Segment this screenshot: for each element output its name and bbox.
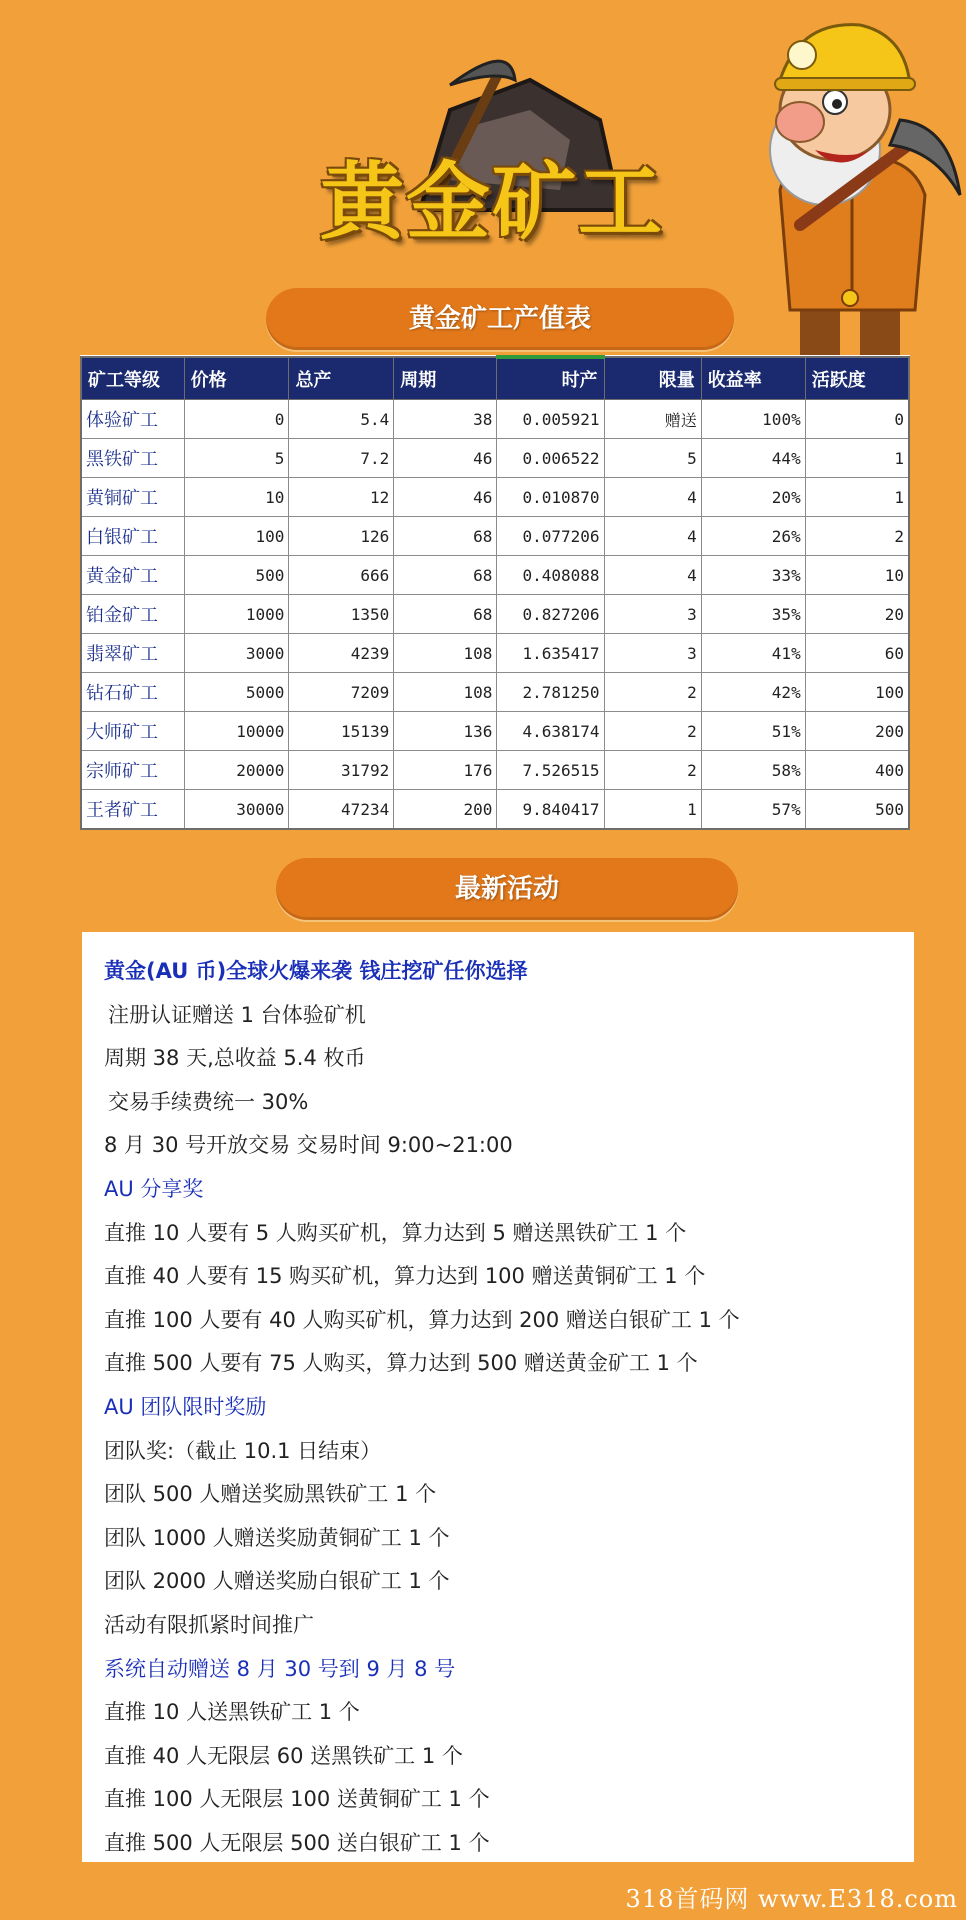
table-cell: 200 <box>805 712 909 751</box>
table-row <box>81 400 909 439</box>
table-cell: 68 <box>394 595 497 634</box>
miner-level-cell: 钻石矿工 <box>81 673 184 712</box>
miner-level-cell: 铂金矿工 <box>81 595 184 634</box>
activities-section-title: 最新活动 <box>276 858 738 920</box>
table-cell: 7.526515 <box>497 751 604 790</box>
table-cell: 100 <box>805 673 909 712</box>
activity-line: 系统自动赠送 8 月 30 号到 9 月 8 号 <box>104 1656 456 1681</box>
table-cell: 10 <box>184 478 289 517</box>
col-header-price: 价格 <box>184 357 289 400</box>
table-row <box>81 478 909 517</box>
table-cell: 200 <box>394 790 497 830</box>
activity-line: AU 团队限时奖励 <box>104 1394 267 1419</box>
table-cell: 176 <box>394 751 497 790</box>
table-cell: 2 <box>604 673 701 712</box>
table-cell: 0 <box>805 400 909 439</box>
table-cell: 2 <box>805 517 909 556</box>
table-cell: 46 <box>394 439 497 478</box>
table-cell: 2 <box>604 712 701 751</box>
table-cell: 9.840417 <box>497 790 604 830</box>
activity-line: 直推 500 人要有 75 人购买，算力达到 500 赠送黄金矿工 1 个 <box>104 1351 698 1376</box>
table-cell: 20000 <box>184 751 289 790</box>
miner-level-cell: 宗师矿工 <box>81 751 184 790</box>
table-cell: 38 <box>394 400 497 439</box>
activity-line: 团队 500 人赠送奖励黑铁矿工 1 个 <box>104 1482 437 1507</box>
activity-line: 直推 10 人要有 5 人购买矿机，算力达到 5 赠送黑铁矿工 1 个 <box>104 1220 687 1245</box>
table-cell: 1 <box>805 439 909 478</box>
table-cell: 126 <box>289 517 394 556</box>
table-cell: 60 <box>805 634 909 673</box>
watermark: 318首码网 www.E318.com <box>625 1885 958 1913</box>
table-cell: 500 <box>184 556 289 595</box>
table-cell: 0.827206 <box>497 595 604 634</box>
miner-level-cell: 翡翠矿工 <box>81 634 184 673</box>
table-cell: 3 <box>604 595 701 634</box>
table-cell: 68 <box>394 556 497 595</box>
table-cell: 57% <box>701 790 805 830</box>
table-cell: 100% <box>701 400 805 439</box>
table-cell: 0 <box>184 400 289 439</box>
activity-line: 黄金(AU 币)全球火爆来袭 钱庄挖矿任你选择 <box>104 959 528 983</box>
activity-line: 注册认证赠送 1 台体验矿机 <box>108 1002 366 1027</box>
activity-line: 团队 2000 人赠送奖励白银矿工 1 个 <box>104 1569 450 1594</box>
table-cell: 42% <box>701 673 805 712</box>
table-cell: 1000 <box>184 595 289 634</box>
col-header-activity: 活跃度 <box>805 357 909 400</box>
col-header-yield: 收益率 <box>701 357 805 400</box>
miner-level-cell: 黄铜矿工 <box>81 478 184 517</box>
miner-level-cell: 黑铁矿工 <box>81 439 184 478</box>
table-row <box>81 439 909 478</box>
table-cell: 400 <box>805 751 909 790</box>
col-header-cycle: 周期 <box>394 357 497 400</box>
table-cell: 47234 <box>289 790 394 830</box>
activity-line: 直推 500 人无限层 500 送白银矿工 1 个 <box>104 1830 490 1855</box>
col-header-hourly: 时产 <box>497 357 604 400</box>
activity-line: 团队 1000 人赠送奖励黄铜矿工 1 个 <box>104 1525 450 1550</box>
activity-line: 活动有限抓紧时间推广 <box>104 1612 314 1637</box>
table-row <box>81 673 909 712</box>
table-cell: 5 <box>184 439 289 478</box>
activity-line: AU 分享奖 <box>104 1176 204 1201</box>
table-cell: 30000 <box>184 790 289 830</box>
activity-line: 直推 100 人无限层 100 送黄铜矿工 1 个 <box>104 1787 490 1812</box>
table-row <box>81 595 909 634</box>
table-cell: 10 <box>805 556 909 595</box>
col-header-limit: 限量 <box>604 357 701 400</box>
table-cell: 4 <box>604 517 701 556</box>
activities-panel <box>82 932 914 1862</box>
table-cell: 33% <box>701 556 805 595</box>
table-cell: 0.077206 <box>497 517 604 556</box>
table-cell: 44% <box>701 439 805 478</box>
table-cell: 58% <box>701 751 805 790</box>
activity-line: 8 月 30 号开放交易 交易时间 9:00~21:00 <box>104 1133 513 1158</box>
table-cell: 2 <box>604 751 701 790</box>
activity-line: 团队奖:（截止 10.1 日结束） <box>104 1438 382 1463</box>
activity-line: 直推 10 人送黑铁矿工 1 个 <box>104 1700 360 1725</box>
table-cell: 35% <box>701 595 805 634</box>
table-cell: 4 <box>604 556 701 595</box>
table-row <box>81 634 909 673</box>
miner-level-cell: 黄金矿工 <box>81 556 184 595</box>
table-row <box>81 790 909 830</box>
table-cell: 7.2 <box>289 439 394 478</box>
miner-level-cell: 体验矿工 <box>81 400 184 439</box>
table-cell: 5 <box>604 439 701 478</box>
table-cell: 15139 <box>289 712 394 751</box>
table-cell: 68 <box>394 517 497 556</box>
table-cell: 4 <box>604 478 701 517</box>
table-cell: 20% <box>701 478 805 517</box>
miner-mascot-icon <box>740 10 966 355</box>
activity-line: 直推 100 人要有 40 人购买矿机，算力达到 200 赠送白银矿工 1 个 <box>104 1307 740 1332</box>
table-cell: 0.010870 <box>497 478 604 517</box>
table-cell: 4.638174 <box>497 712 604 751</box>
table-cell: 3 <box>604 634 701 673</box>
activity-line: 直推 40 人无限层 60 送黑铁矿工 1 个 <box>104 1743 463 1768</box>
col-header-level: 矿工等级 <box>81 357 184 400</box>
table-cell: 46 <box>394 478 497 517</box>
activity-line: 直推 40 人要有 15 购买矿机，算力达到 100 赠送黄铜矿工 1 个 <box>104 1264 706 1289</box>
miner-level-cell: 大师矿工 <box>81 712 184 751</box>
table-row <box>81 556 909 595</box>
table-cell: 108 <box>394 673 497 712</box>
table-cell: 20 <box>805 595 909 634</box>
table-cell: 5.4 <box>289 400 394 439</box>
production-table <box>80 355 910 830</box>
table-cell: 0.005921 <box>497 400 604 439</box>
table-cell: 500 <box>805 790 909 830</box>
table-cell: 1.635417 <box>497 634 604 673</box>
table-cell: 51% <box>701 712 805 751</box>
col-header-total: 总产 <box>289 357 394 400</box>
table-cell: 3000 <box>184 634 289 673</box>
logo-title: 黄金矿工 <box>320 153 665 251</box>
table-cell: 7209 <box>289 673 394 712</box>
table-cell: 100 <box>184 517 289 556</box>
table-cell: 41% <box>701 634 805 673</box>
table-cell: 1350 <box>289 595 394 634</box>
table-section-title: 黄金矿工产值表 <box>266 288 734 350</box>
table-cell: 2.781250 <box>497 673 604 712</box>
table-cell: 31792 <box>289 751 394 790</box>
table-cell: 26% <box>701 517 805 556</box>
table-cell: 1 <box>805 478 909 517</box>
table-cell: 10000 <box>184 712 289 751</box>
table-cell: 136 <box>394 712 497 751</box>
table-row <box>81 517 909 556</box>
activity-line: 交易手续费统一 30% <box>108 1089 309 1114</box>
table-row <box>81 712 909 751</box>
table-cell: 0.408088 <box>497 556 604 595</box>
table-cell: 12 <box>289 478 394 517</box>
table-cell: 5000 <box>184 673 289 712</box>
table-cell: 0.006522 <box>497 439 604 478</box>
miner-level-cell: 王者矿工 <box>81 790 184 830</box>
logo <box>300 40 720 250</box>
table-cell: 赠送 <box>604 400 701 439</box>
table-cell: 4239 <box>289 634 394 673</box>
table-header-row <box>81 357 909 400</box>
activity-line: 周期 38 天,总收益 5.4 枚币 <box>104 1046 366 1071</box>
table-cell: 1 <box>604 790 701 830</box>
table-row <box>81 751 909 790</box>
miner-level-cell: 白银矿工 <box>81 517 184 556</box>
table-cell: 108 <box>394 634 497 673</box>
table-cell: 666 <box>289 556 394 595</box>
